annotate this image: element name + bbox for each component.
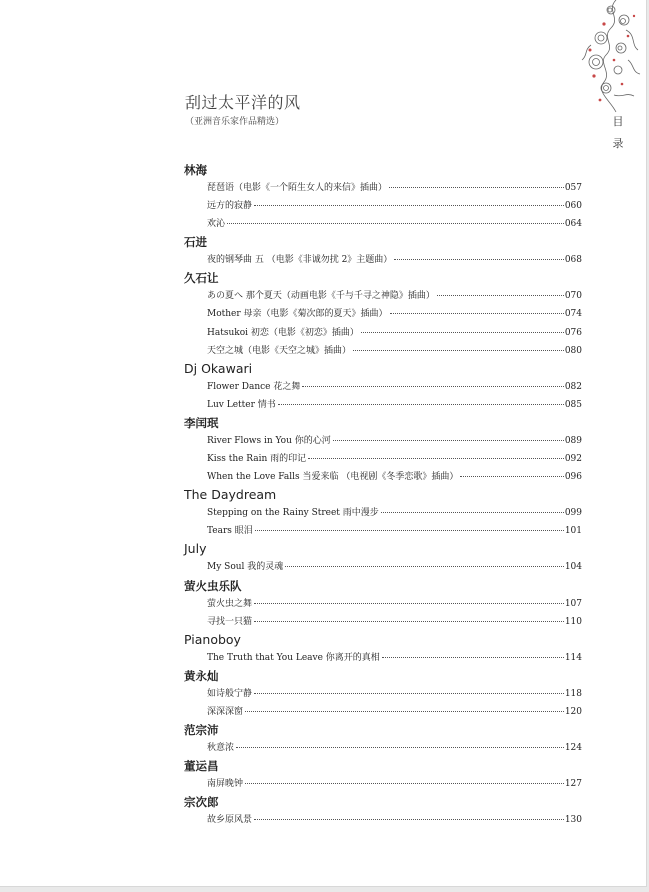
toc-entry[interactable] xyxy=(184,685,582,703)
toc-entry[interactable] xyxy=(184,324,582,342)
entry-title: Stepping on the Rainy Street 雨中漫步 xyxy=(207,508,379,519)
toc-entry[interactable] xyxy=(184,739,582,757)
entry-page-number: 085 xyxy=(564,399,582,410)
entry-title: Kiss the Rain 雨的印记 xyxy=(207,454,307,465)
entry-title: 欢沁 xyxy=(207,219,226,230)
entry-page-number: 060 xyxy=(564,201,582,212)
entry-title: 寻找一只猫 xyxy=(207,616,253,627)
toc-entry[interactable] xyxy=(184,432,582,450)
dot-leader xyxy=(245,711,564,712)
entry-title: When the Love Falls 当爱来临 （电视剧《冬季恋歌》插曲） xyxy=(207,472,459,483)
artist-heading: 林海 xyxy=(184,163,207,177)
toc-entry[interactable] xyxy=(184,649,582,667)
artist-heading: 董运昌 xyxy=(184,759,219,774)
toc-entry[interactable] xyxy=(184,251,582,269)
entry-title: River Flows in You 你的心河 xyxy=(207,435,331,446)
dot-leader xyxy=(302,386,563,387)
dot-leader xyxy=(254,621,564,622)
dot-leader xyxy=(278,404,564,405)
entry-page-number: 080 xyxy=(564,345,582,356)
dot-leader xyxy=(361,332,564,333)
artist-heading: Dj Okawari xyxy=(184,360,253,376)
contents-side-label xyxy=(612,111,624,155)
toc-entry[interactable] xyxy=(184,703,582,721)
artist-heading: July xyxy=(184,541,207,557)
dot-leader xyxy=(285,566,564,567)
entry-page-number: 064 xyxy=(564,219,582,230)
floral-ornament xyxy=(576,0,646,115)
entry-title: 远方的寂静 xyxy=(207,201,253,212)
artist-heading: 久石让 xyxy=(184,271,219,286)
entry-page-number: 110 xyxy=(564,616,582,627)
toc-entry[interactable] xyxy=(184,396,582,414)
artist-heading: The Daydream xyxy=(184,487,277,503)
dot-leader xyxy=(254,603,564,604)
dot-leader xyxy=(389,187,564,188)
side-label-char-2: 录 xyxy=(612,137,624,150)
book-title: 刮过太平洋的风 xyxy=(185,93,301,112)
toc-entry[interactable] xyxy=(184,287,582,305)
dot-leader xyxy=(394,259,564,260)
entry-page-number: 118 xyxy=(564,688,582,699)
entry-page-number: 099 xyxy=(564,508,582,519)
dot-leader xyxy=(254,819,564,820)
toc-entry[interactable] xyxy=(184,558,582,576)
dot-leader xyxy=(254,205,564,206)
entry-title: Tears 眼泪 xyxy=(207,526,253,537)
dot-leader xyxy=(254,693,564,694)
entry-page-number: 114 xyxy=(564,652,582,663)
toc-entry[interactable] xyxy=(184,305,582,323)
toc-entry[interactable] xyxy=(184,613,582,631)
dot-leader xyxy=(460,476,563,477)
dot-leader xyxy=(353,350,564,351)
toc-entry[interactable] xyxy=(184,342,582,360)
entry-page-number: 104 xyxy=(564,562,582,573)
entry-title: The Truth that You Leave 你离开的真相 xyxy=(207,652,380,663)
dot-leader xyxy=(381,512,564,513)
entry-page-number: 120 xyxy=(564,706,582,717)
entry-title: 故乡原风景 xyxy=(207,815,253,826)
entry-page-number: 127 xyxy=(564,779,582,790)
entry-page-number: 101 xyxy=(564,526,582,537)
entry-page-number: 070 xyxy=(564,291,582,302)
entry-title: 琵琶语（电影《一个陌生女人的来信》插曲） xyxy=(207,183,388,193)
entry-title: Flower Dance 花之舞 xyxy=(207,381,301,392)
toc-entry[interactable] xyxy=(184,215,582,233)
table-of-contents xyxy=(184,161,582,829)
side-label-char-1: 目 xyxy=(612,115,624,128)
entry-title: あの夏へ 那个夏天（动画电影《千与千寻之神隐》插曲） xyxy=(207,291,435,302)
entry-title: Mother 母亲（电影《菊次郎的夏天》插曲） xyxy=(207,309,388,320)
entry-title: Hatsukoi 初恋（电影《初恋》插曲） xyxy=(207,327,359,338)
entry-page-number: 082 xyxy=(564,381,582,392)
toc-entry[interactable] xyxy=(184,595,582,613)
toc-entry[interactable] xyxy=(184,504,582,522)
entry-title: 秋意浓 xyxy=(207,742,235,753)
book-subtitle: （亚洲音乐家作品精选） xyxy=(185,117,285,127)
entry-title: Luv Letter 情书 xyxy=(207,399,276,410)
dot-leader xyxy=(227,223,564,224)
dot-leader xyxy=(437,295,564,296)
artist-heading: 宗次郎 xyxy=(184,795,219,810)
dot-leader xyxy=(245,783,564,784)
entry-title: 南屏晚钟 xyxy=(207,779,244,790)
dot-leader xyxy=(236,747,564,748)
dot-leader xyxy=(333,440,564,441)
toc-entry[interactable] xyxy=(184,468,582,486)
entry-title: My Soul 我的灵魂 xyxy=(207,562,284,573)
dot-leader xyxy=(308,458,564,459)
artist-heading: 萤火虫乐队 xyxy=(184,578,242,593)
entry-title: 如诗般宁静 xyxy=(207,688,253,699)
entry-page-number: 089 xyxy=(564,435,582,446)
dot-leader xyxy=(255,530,564,531)
entry-page-number: 076 xyxy=(564,327,582,338)
toc-entry[interactable] xyxy=(184,450,582,468)
toc-entry[interactable] xyxy=(184,197,582,215)
entry-page-number: 096 xyxy=(564,472,582,483)
entry-page-number: 124 xyxy=(564,742,582,753)
entry-page-number: 130 xyxy=(564,815,582,826)
entry-page-number: 107 xyxy=(564,598,582,609)
toc-entry[interactable] xyxy=(184,811,582,829)
dot-leader xyxy=(382,657,564,658)
dot-leader xyxy=(390,313,564,314)
entry-title: 天空之城（电影《天空之城》插曲） xyxy=(207,345,352,356)
entry-page-number: 074 xyxy=(564,309,582,320)
entry-page-number: 092 xyxy=(564,454,582,465)
toc-entry[interactable] xyxy=(184,378,582,396)
artist-heading: Pianoboy xyxy=(184,631,241,647)
entry-title: 深深深窗 xyxy=(207,706,244,717)
artist-heading: 黄永灿 xyxy=(184,668,219,683)
entry-page-number: 057 xyxy=(564,183,582,193)
toc-entry[interactable] xyxy=(184,522,582,540)
artist-heading: 石进 xyxy=(184,235,207,250)
toc-entry[interactable] xyxy=(184,179,582,197)
artist-heading: 李闰珉 xyxy=(184,415,219,430)
entry-title: 萤火虫之舞 xyxy=(207,598,253,609)
entry-page-number: 068 xyxy=(564,255,582,266)
toc-entry[interactable] xyxy=(184,775,582,793)
entry-title: 夜的钢琴曲 五 （电影《非诚勿扰 2》主题曲） xyxy=(207,255,393,266)
artist-heading: 范宗沛 xyxy=(184,722,219,737)
